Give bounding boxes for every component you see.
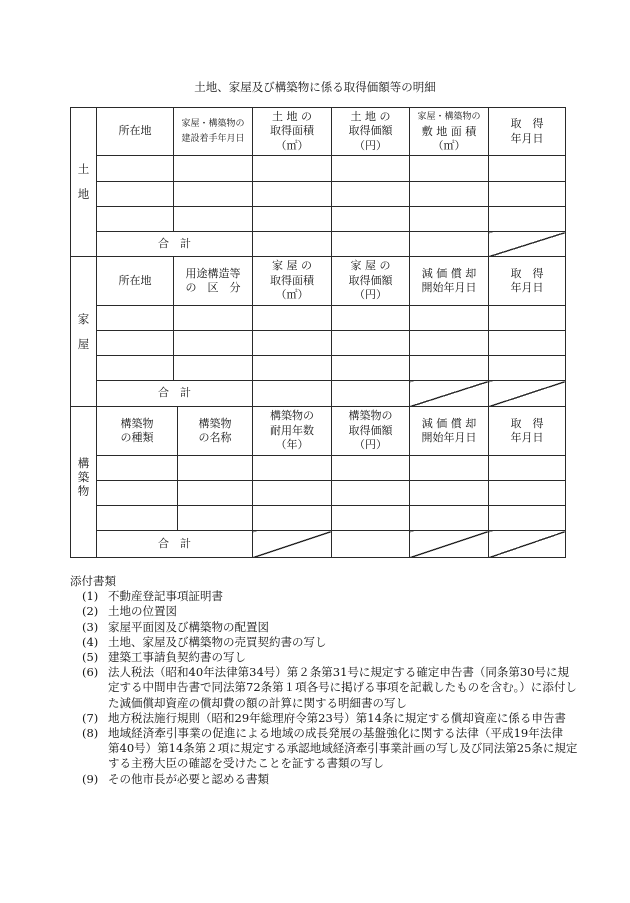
table-row <box>71 182 566 207</box>
blank-cell <box>332 182 410 207</box>
blank-cell <box>97 331 174 356</box>
header-line: 敷 地 面 積 <box>421 124 477 138</box>
blank-cell <box>410 156 489 182</box>
header-line: 開始年月日 <box>421 431 477 444</box>
table-row <box>71 331 566 356</box>
header-line: （円） <box>354 138 387 152</box>
header-line: 取 得 <box>510 117 544 130</box>
crossed-out-cell <box>410 531 489 558</box>
table-header-row <box>71 257 566 306</box>
blank-cell <box>489 182 566 207</box>
table-row <box>71 306 566 331</box>
item-line: 不動産登記事項証明書 <box>108 589 223 604</box>
blank-cell <box>410 207 489 232</box>
blank-cell <box>253 306 332 331</box>
blank-cell <box>332 356 410 381</box>
blank-cell <box>410 456 489 481</box>
item-line: 家屋平面図及び構築物の配置図 <box>108 619 269 634</box>
item-number: (4) <box>82 634 99 649</box>
list-item <box>70 650 565 665</box>
blank-cell <box>332 306 410 331</box>
header-building-price <box>332 257 410 306</box>
header-line: 建設着手年月日 <box>181 133 245 144</box>
blank-cell <box>489 456 566 481</box>
list-item <box>70 635 565 650</box>
header-line: 減 価 償 却 <box>421 266 477 280</box>
header-line: 家屋・構築物の <box>181 118 245 129</box>
structure-table <box>70 406 566 558</box>
structure-label-text: 構築物 <box>77 456 90 499</box>
blank-cell <box>332 481 410 506</box>
item-number: (7) <box>82 710 99 725</box>
header-line: 構築物 <box>198 416 232 430</box>
header-line: の 区 分 <box>185 281 241 294</box>
total-cell <box>253 232 332 257</box>
item-number: (2) <box>82 604 99 619</box>
table-header-row <box>71 407 566 456</box>
blank-cell <box>489 156 566 182</box>
blank-cell <box>174 331 253 356</box>
item-text <box>108 772 563 787</box>
land-table <box>70 107 566 257</box>
blank-cell <box>253 207 332 232</box>
blank-cell <box>489 306 566 331</box>
blank-cell <box>410 331 489 356</box>
document-title: 土地、家屋及び構築物に係る取得価額等の明細 <box>194 80 436 94</box>
blank-cell <box>97 356 174 381</box>
header-depreciation-start-date <box>410 407 489 456</box>
blank-cell <box>410 182 489 207</box>
blank-cell <box>97 506 178 531</box>
blank-cell <box>332 506 410 531</box>
list-item <box>70 726 578 772</box>
blank-cell <box>253 456 332 481</box>
header-land-area <box>253 108 332 156</box>
acquisition-cost-form <box>70 107 565 558</box>
blank-cell <box>332 207 410 232</box>
header-structure-type <box>97 407 178 456</box>
header-line: （円） <box>354 438 387 452</box>
header-line: 取 得 <box>510 266 544 280</box>
item-number: (5) <box>82 650 99 665</box>
blank-cell <box>253 182 332 207</box>
header-line: 家 屋 の <box>350 259 391 273</box>
header-structure-name <box>178 407 253 456</box>
blank-cell <box>489 207 566 232</box>
header-construction-start-date <box>174 108 253 156</box>
header-line: 取得面積 <box>270 273 314 287</box>
header-line: 土 地 の <box>350 109 391 123</box>
total-row <box>71 232 566 257</box>
item-text <box>108 604 563 619</box>
total-row <box>71 531 566 558</box>
header-line: 耐用年数 <box>270 423 314 437</box>
item-text <box>108 635 563 650</box>
header-line: 構築物の <box>348 409 393 423</box>
crossed-out-cell <box>489 232 566 257</box>
header-line: （㎡） <box>432 139 466 152</box>
blank-cell <box>97 306 174 331</box>
item-line: た減価償却資産の償却費の額の計算に関する明細書の写し <box>108 695 407 710</box>
item-line: 土地の位置図 <box>108 604 177 619</box>
crossed-out-cell <box>489 531 566 558</box>
blank-cell <box>489 481 566 506</box>
header-acquisition-date <box>489 257 566 306</box>
header-site-area <box>410 108 489 156</box>
blank-cell <box>174 356 253 381</box>
table-row <box>71 207 566 232</box>
item-text <box>108 620 563 635</box>
header-line: 所在地 <box>118 273 152 287</box>
header-line: 用途構造等 <box>185 266 241 280</box>
header-line: 構築物の <box>270 409 314 423</box>
building-label-text: 家屋 <box>77 311 90 351</box>
total-label-text: 合 計 <box>158 536 191 550</box>
blank-cell <box>178 456 253 481</box>
item-number: (3) <box>82 619 99 634</box>
header-line: 取得価額 <box>348 273 393 287</box>
blank-cell <box>97 207 174 232</box>
crossed-out-cell <box>253 531 332 558</box>
blank-cell <box>410 306 489 331</box>
header-use-structure <box>174 257 253 306</box>
blank-cell <box>253 331 332 356</box>
header-line: （㎡） <box>275 288 309 302</box>
blank-cell <box>178 481 253 506</box>
item-number: (9) <box>82 771 99 786</box>
header-location <box>97 257 174 306</box>
item-text <box>108 710 566 726</box>
item-text <box>108 589 563 604</box>
total-label-text: 合 計 <box>158 236 191 250</box>
header-line: 減 価 償 却 <box>421 416 477 430</box>
blank-cell <box>410 356 489 381</box>
crossed-out-cell <box>489 381 566 407</box>
item-number: (8) <box>82 726 99 741</box>
header-line: 年月日 <box>510 131 544 145</box>
header-line: （㎡） <box>275 138 309 152</box>
blank-cell <box>332 331 410 356</box>
header-depreciation-start-date <box>410 257 489 306</box>
table-row <box>71 156 566 182</box>
header-line: 開始年月日 <box>421 281 477 294</box>
header-line: 取 得 <box>510 416 544 430</box>
header-line: 構築物 <box>120 416 154 430</box>
blank-cell <box>332 456 410 481</box>
header-line: 年月日 <box>510 281 544 294</box>
blank-cell <box>253 156 332 182</box>
header-line: の名称 <box>198 431 232 444</box>
blank-cell <box>410 481 489 506</box>
header-acquisition-date <box>489 108 566 156</box>
list-item <box>70 711 565 726</box>
list-item <box>70 772 565 787</box>
item-line: 地方税法施行規則（昭和29年総理府令第23号）第14条に規定する償却資産に係る申告書 <box>108 710 566 725</box>
item-number: (1) <box>82 589 99 604</box>
header-land-price <box>332 108 410 156</box>
table-row <box>71 356 566 381</box>
blank-cell <box>174 306 253 331</box>
header-useful-life <box>253 407 332 456</box>
table-row <box>71 506 566 531</box>
structure-section-label <box>71 407 97 558</box>
blank-cell <box>97 456 178 481</box>
header-line: （円） <box>354 288 387 302</box>
land-label-text: 土地 <box>77 162 90 201</box>
total-cell <box>332 531 410 558</box>
header-line: 取得価額 <box>348 423 393 437</box>
blank-cell <box>489 506 566 531</box>
header-structure-price <box>332 407 410 456</box>
total-label <box>97 381 253 407</box>
item-line: する主務大臣の確認を受けたことを証する書類の写し <box>108 756 384 771</box>
total-label <box>97 232 253 257</box>
header-line: （年） <box>275 438 309 452</box>
blank-cell <box>489 356 566 381</box>
total-cell <box>410 232 489 257</box>
item-text <box>108 726 578 772</box>
header-location <box>97 108 174 156</box>
building-table <box>70 256 566 407</box>
land-section-label <box>71 108 97 257</box>
header-line: 年月日 <box>510 431 544 444</box>
blank-cell <box>174 207 253 232</box>
header-line: 土 地 の <box>272 109 312 123</box>
crossed-out-cell <box>410 381 489 407</box>
blank-cell <box>97 481 178 506</box>
header-line: 家 屋 の <box>272 259 312 273</box>
blank-cell <box>253 506 332 531</box>
attachments-list <box>70 574 578 787</box>
header-line: の種類 <box>120 431 154 444</box>
blank-cell <box>174 182 253 207</box>
table-header-row <box>71 108 566 156</box>
item-text <box>108 665 577 711</box>
blank-cell <box>97 182 174 207</box>
blank-cell <box>332 156 410 182</box>
list-item <box>70 665 577 711</box>
item-line: 建築工事請負契約書の写し <box>108 650 246 665</box>
table-row <box>71 456 566 481</box>
item-line: 土地、家屋及び構築物の売買契約書の写し <box>108 634 327 649</box>
blank-cell <box>253 356 332 381</box>
list-item <box>70 604 565 619</box>
list-item <box>70 589 565 604</box>
blank-cell <box>174 156 253 182</box>
blank-cell <box>253 481 332 506</box>
blank-cell <box>489 331 566 356</box>
header-line: 取得面積 <box>270 124 314 138</box>
item-line: 法人税法（昭和40年法律第34号）第２条第31号に規定する確定申告書（同条第30号に規 <box>108 665 570 680</box>
item-line: 地域経済牽引事業の促進による地域の成長発展の基盤強化に関する法律（平成19年法律 <box>108 726 563 741</box>
header-building-area <box>253 257 332 306</box>
header-line: 取得価額 <box>348 124 393 138</box>
blank-cell <box>410 506 489 531</box>
item-line: 第40号）第14条第２項に規定する承認地域経済牽引事業計画の写し及び同法第25条に規定 <box>108 741 578 756</box>
header-line: 所在地 <box>118 124 152 138</box>
header-line: 家屋・構築物の <box>417 111 481 122</box>
blank-cell <box>97 156 174 182</box>
item-number: (6) <box>82 665 99 680</box>
building-section-label <box>71 257 97 407</box>
item-line: その他市長が必要と認める書類 <box>108 771 269 786</box>
total-cell <box>332 381 410 407</box>
total-row <box>71 381 566 407</box>
attachments-heading: 添付書類 <box>70 574 116 588</box>
item-line: 定する中間申告書で同法第72条第１項各号に掲げる事項を記載したものを含む。）に添付し <box>108 680 577 695</box>
item-text <box>108 650 563 665</box>
total-label <box>97 531 253 558</box>
total-cell <box>332 232 410 257</box>
total-cell <box>253 381 332 407</box>
header-acquisition-date <box>489 407 566 456</box>
table-row <box>71 481 566 506</box>
total-label-text: 合 計 <box>158 386 191 400</box>
blank-cell <box>178 506 253 531</box>
list-item <box>70 620 565 635</box>
